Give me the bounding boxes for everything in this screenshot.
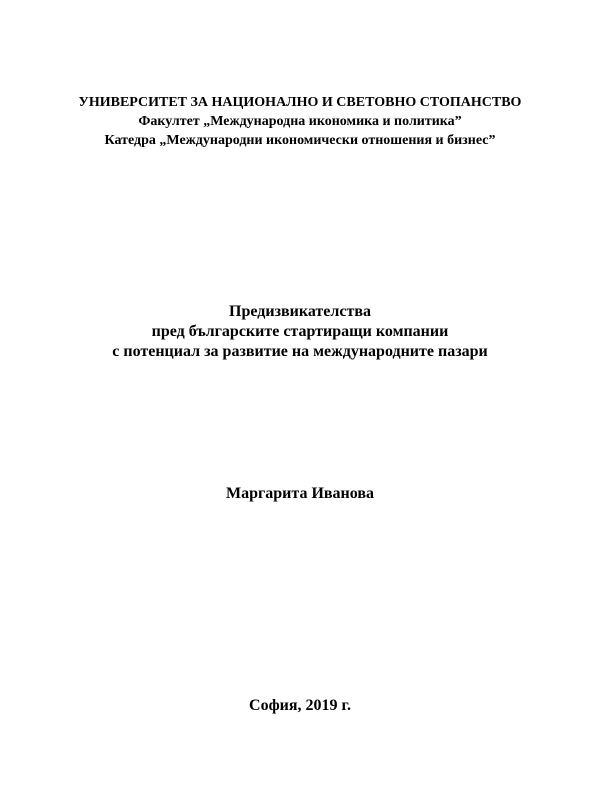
author-name xyxy=(0,484,600,504)
document-title xyxy=(0,302,600,362)
department-name: Катедра „Международни икономически отношения и бизнес” xyxy=(104,133,496,148)
place-year-text: София, 2019 г. xyxy=(249,697,351,714)
university-name: УНИВЕРСИТЕТ ЗА НАЦИОНАЛНО И СВЕТОВНО СТОПАНСТВО xyxy=(78,95,522,110)
title-line-1: Предизвикателства xyxy=(229,303,371,320)
title-line-2: пред българските стартиращи компании xyxy=(151,323,449,340)
institution-header xyxy=(0,93,600,150)
author-text: Маргарита Иванова xyxy=(226,485,374,502)
place-and-year xyxy=(0,696,600,716)
title-line-3: с потенциал за развитие на международните пазари xyxy=(112,343,488,360)
faculty-name: Факултет „Международна икономика и политика” xyxy=(138,114,462,129)
